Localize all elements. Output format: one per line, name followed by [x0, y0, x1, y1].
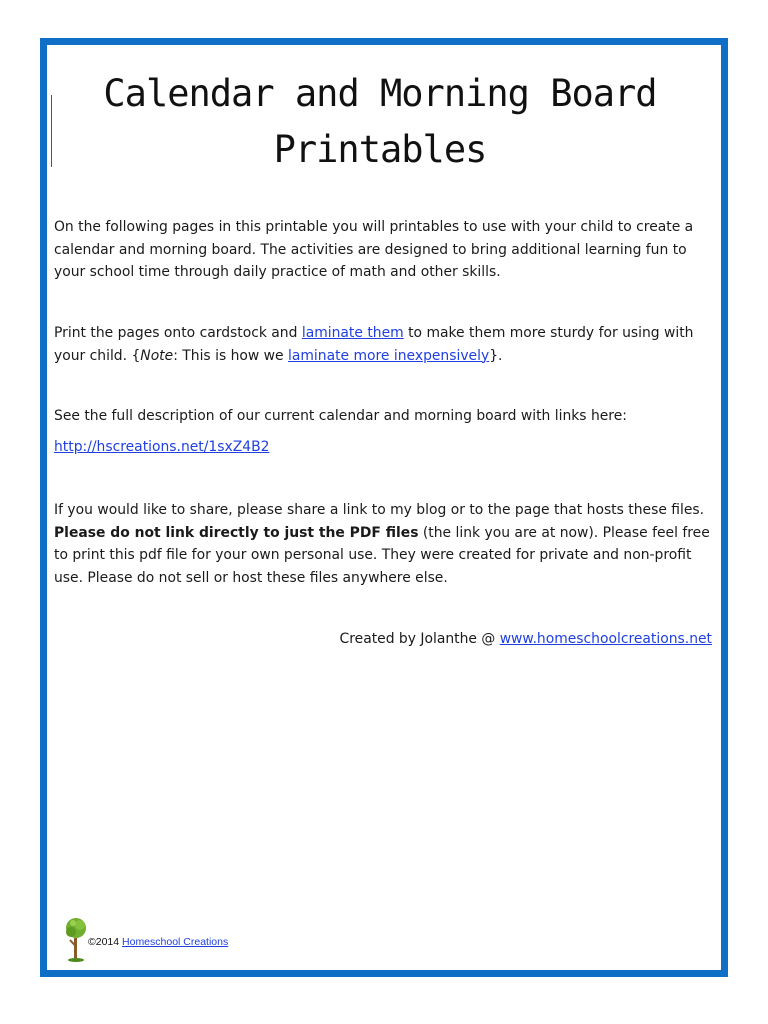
short-url-link[interactable]: http://hscreations.net/1sxZ4B2 [54, 439, 270, 455]
print-text-a: Print the pages onto cardstock and [54, 325, 302, 341]
description-paragraph: See the full description of our current calendar and morning board with links here: [54, 408, 627, 424]
website-www-link[interactable]: www. [499, 631, 537, 647]
intro-paragraph: On the following pages in this printable you will printables to use with your child to create a calendar and morning board. The activities are designed to bring additional learning fun to your school time through daily practice of math and other skills. [54, 219, 694, 280]
laminate-inexpensively-link[interactable]: laminate more inexpensively [288, 347, 490, 364]
print-text-b: to make them more sturdy for using with your child. { [54, 325, 694, 364]
copyright-text: ©2014 [88, 936, 123, 948]
homeschool-creations-link[interactable]: Homeschool Creations [122, 936, 229, 948]
margin-line [51, 95, 52, 167]
title-line-2: Printables [273, 128, 487, 171]
website-domain-link[interactable]: homeschoolcreations.net [536, 631, 712, 647]
created-by-prefix: Created by Jolanthe @ [339, 631, 500, 647]
sharing-paragraph [54, 499, 712, 589]
sharing-text-a: If you would like to share, please share a link to my blog or to the page that hosts these files. [54, 502, 705, 518]
page-title [60, 66, 700, 178]
sharing-text-b: (the link you are at now). Please feel free to print this pdf file for your own personal use. They were created for private and non-profit use. Please do not sell or host these files anywhere else. [54, 524, 710, 586]
title-line-1: Calendar and Morning Board [103, 72, 657, 115]
created-by-line [54, 628, 712, 650]
sharing-warning: Please do not link directly to just the PDF files [54, 524, 419, 541]
print-text-d: }. [489, 347, 503, 364]
print-text-c: : This is how we [173, 347, 288, 364]
note-label: Note [140, 347, 174, 364]
print-instructions-paragraph [54, 322, 712, 367]
tree-logo-icon [64, 916, 88, 962]
footer-copyright [88, 936, 228, 948]
laminate-them-link[interactable]: laminate them [301, 325, 404, 341]
short-link-line [54, 436, 712, 459]
